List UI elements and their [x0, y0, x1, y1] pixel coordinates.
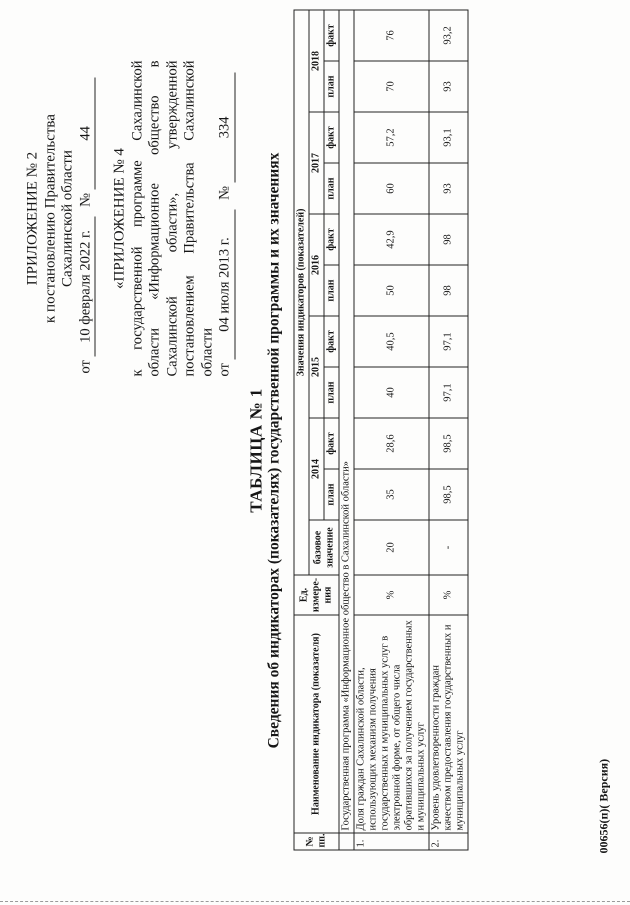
program-name: Государственная программа «Информационное общество в Сахалинской области» — [339, 9, 354, 832]
appendix-2-number-label: № — [76, 192, 93, 207]
header-fact: факт — [324, 316, 339, 367]
cell-2015-plan: 97,1 — [429, 367, 468, 418]
header-fact: факт — [324, 418, 339, 469]
header-values: Значения индикаторов (показателей) — [294, 9, 309, 574]
header-year-2014: 2014 — [309, 418, 324, 520]
header-year-2018: 2018 — [309, 9, 324, 111]
table-title: ТАБЛИЦА № 1 — [246, 387, 265, 513]
row-name: Доля граждан Сахалинской области, использующих механизм получения государственных и муниципальных услуг в электронной форме, от общего числа обратившихся за получением государственных и муниципальных услуг — [354, 615, 429, 833]
appendix-2-number: 44 — [77, 77, 96, 189]
appendix-2-date-line — [77, 63, 96, 373]
header-fact: факт — [324, 112, 339, 163]
cell-2017-fact: 57,2 — [354, 112, 429, 163]
appendix-4-from-label: от — [216, 362, 232, 376]
row-name: Уровень удовлетворенности граждан качеством предоставления государственных и муниципальных услуг — [429, 615, 468, 833]
cell-2014-plan: 35 — [354, 469, 429, 520]
row-unit: % — [354, 575, 429, 615]
header-plan: план — [324, 61, 339, 112]
appendix-2-from-label: от — [76, 359, 93, 373]
row-num: 1. — [354, 833, 429, 850]
cell-2018-fact: 93,2 — [429, 9, 468, 60]
appendix-4-body: к государственной программе Сахалинской области «Информационное общество в Сахалинской области», утвержденной постановлением Правительства Сахалинской области — [128, 60, 215, 376]
cell-2018-fact: 76 — [354, 9, 429, 60]
program-row — [339, 9, 354, 849]
table-row — [429, 9, 468, 849]
cell-2016-plan: 50 — [354, 265, 429, 316]
appendix-2-line1: к постановлению Правительства — [41, 113, 58, 323]
cell-2017-fact: 93,1 — [429, 112, 468, 163]
header-name: Наименование индикатора (показателя) — [294, 615, 339, 833]
appendix-4-date-line — [216, 60, 235, 376]
appendix-2-block — [24, 63, 95, 373]
cell-2016-plan: 98 — [429, 265, 468, 316]
cell-2014-plan: 98,5 — [429, 469, 468, 520]
header-plan: план — [324, 163, 339, 214]
table-subtitle: Сведения об индикаторах (показателях) государственной программы и их значениях — [265, 152, 282, 748]
cell-2014-fact: 28,6 — [354, 418, 429, 469]
table-row — [354, 9, 429, 849]
header-fact: факт — [324, 9, 339, 60]
cell-2015-fact: 40,5 — [354, 316, 429, 367]
header-num: № пп. — [294, 833, 339, 850]
header-base: базовое значение — [309, 520, 339, 575]
header-plan: план — [324, 367, 339, 418]
header-year-2017: 2017 — [309, 112, 324, 214]
indicators-table — [293, 9, 468, 850]
cell-2018-plan: 93 — [429, 61, 468, 112]
appendix-2-date: 10 февраля 2022 г. — [77, 216, 96, 356]
appendix-4-date: 04 июля 2013 г. — [216, 209, 235, 359]
header-fact: факт — [324, 214, 339, 265]
row-base: 20 — [354, 520, 429, 575]
appendix-4-number-label: № — [216, 185, 232, 200]
footer-version: 00656(п)( Версия) — [596, 758, 610, 853]
cell-2016-fact: 98 — [429, 214, 468, 265]
appendix-4-block — [111, 60, 235, 376]
appendix-4-number: 334 — [216, 72, 235, 182]
appendix-2-title: ПРИЛОЖЕНИЕ № 2 — [24, 151, 40, 285]
cell-2015-plan: 40 — [354, 367, 429, 418]
cell-2016-fact: 42,9 — [354, 214, 429, 265]
row-num: 2. — [429, 833, 468, 850]
cell-2015-fact: 97,1 — [429, 316, 468, 367]
header-unit: Ед. измере-ния — [294, 575, 339, 615]
row-unit: % — [429, 575, 468, 615]
header-row-1 — [294, 9, 309, 849]
appendix-2-line2: Сахалинской области — [59, 149, 75, 287]
header-plan: план — [324, 265, 339, 316]
cell-2017-plan: 60 — [354, 163, 429, 214]
cell-2014-fact: 98,5 — [429, 418, 468, 469]
header-plan: план — [324, 469, 339, 520]
appendix-4-title: «ПРИЛОЖЕНИЕ № 4 — [111, 147, 127, 289]
cell-2018-plan: 70 — [354, 61, 429, 112]
header-year-2016: 2016 — [309, 214, 324, 316]
header-year-2015: 2015 — [309, 316, 324, 418]
row-base: - — [429, 520, 468, 575]
program-num-cell — [339, 833, 354, 850]
cell-2017-plan: 93 — [429, 163, 468, 214]
